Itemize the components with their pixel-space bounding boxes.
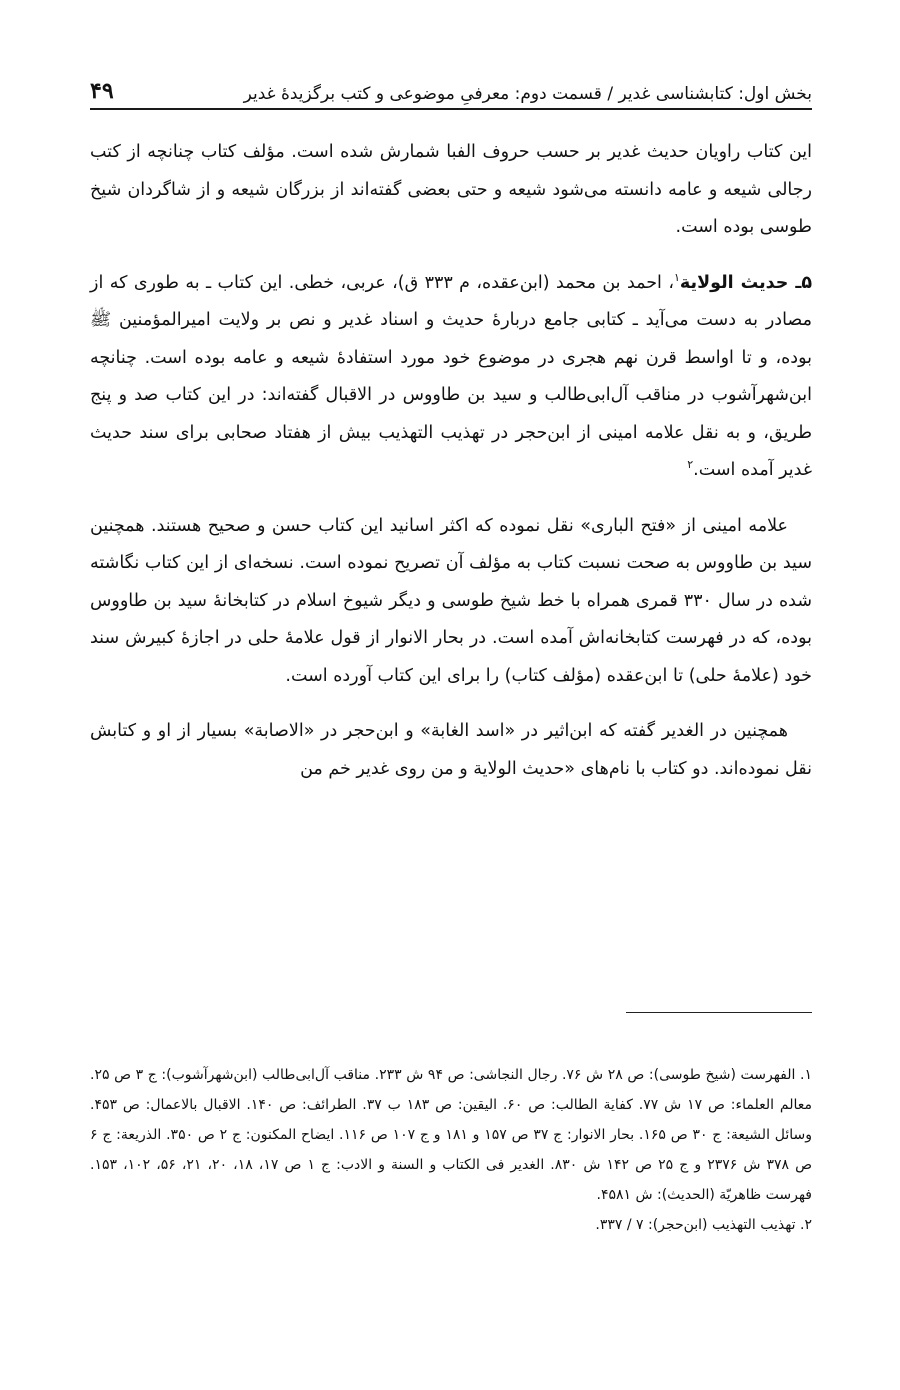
footnote-divider [626, 1012, 812, 1013]
book-page [90, 60, 813, 1233]
footnote-ref-1[interactable]: ۱ [673, 270, 680, 284]
footnote-2: ۲. تهذیب التهذیب (ابن‌حجر): ۷ / ۳۳۷. [595, 1217, 812, 1233]
paragraph-2 [90, 265, 812, 490]
paragraph-4: همچنین در الغدیر گفته که ابن‌اثیر در «اسد الغابة» و ابن‌حجر در «الاصابة» بسیار از او و کتابش نقل نموده‌اند. دو کتاب با نام‌های «حدیث الولایة و من روی غدیر خم من [90, 721, 812, 779]
paragraph-1: این کتاب راویان حدیث غدیر بر حسب حروف الفبا شمارش شده است. مؤلف کتاب چنانچه از کتب رجالی شیعه و عامه دانسته می‌شود شیعه و حتی بعضی گفته‌اند از بزرگان شیعه و از شاگردان شیخ طوسی بوده است. [90, 142, 812, 237]
footnote-ref-2[interactable]: ۲ [687, 458, 694, 472]
page-number: ۴۹ [90, 78, 114, 104]
entry-heading: ۵ـ حدیث الولایة [679, 272, 812, 293]
page-header [90, 60, 812, 110]
paragraph-3: علامه امینی از «فتح الباری» نقل نموده که اکثر اسانید این کتاب حسن و صحیح هستند. همچنین سید بن طاووس به صحت نسبت کتاب به مؤلف آن تصریح نموده است. نسخه‌ای از این کتاب نگاشته شده در سال ۳۳۰ قمری همراه با خط شیخ طوسی و دیگر شیوخ اسلام در کتابخانهٔ سید بن طاووس بوده، که در فهرست کتابخانه‌اش آمده است. در بحار الانوار از قول علامهٔ حلی در اجازهٔ کبیرش سند خود (علامهٔ حلی) تا ابن‌عقده (مؤلف کتاب) را برای این کتاب آورده است. [90, 515, 813, 686]
footnotes [90, 1060, 812, 1240]
footnote-1: ۱. الفهرست (شیخ طوسی): ص ۲۸ ش ۷۶. رجال النجاشی: ص ۹۴ ش ۲۳۳. مناقب آل‌ابی‌طالب (ابن‌شهرآشوب): ج ۳ ص ۲۵. معالم العلماء: ص ۱۷ ش ۷۷. کفایة الطالب: ص ۶۰. الیقین: ص ۱۸۳ ب ۳۷. الطرائف: ص ۱۴۰. الاقبال بالاعمال: ص ۴۵۳. وسائل الشیعة: ج ۳۰ ص ۱۶۵. بحار الانوار: ج ۳۷ ص ۱۵۷ و ۱۸۱ و ج ۱۰۷ ص ۱۱۶. ایضاح المکنون: ج ۲ ص ۳۵۰. الذریعة: ج ۶ ص ۳۷۸ ش ۲۳۷۶ و ج ۲۵ ص ۱۴۲ ش ۸۳۰. الغدیر فی الکتاب و السنة و الادب: ج ۱ ص ۱۷، ۱۸، ۲۰، ۲۱، ۵۶، ۱۰۲، ۱۵۳. فهرست ظاهریّة (الحدیث): ش ۴۵۸۱. [90, 1067, 813, 1203]
entry-text: ، احمد بن محمد (ابن‌عقده، م ۳۳۳ ق)، عربی، خطی. این کتاب ـ به طوری که از مصادر به دست می‌آید ـ کتابی جامع دربارهٔ حدیث و اسناد غدیر و نص بر ولایت امیرالمؤمنین ﷺ بوده، و تا اواسط قرن نهم هجری در موضوع خود مورد استفادهٔ شیعه و عامه بوده است. چنانچه ابن‌شهرآشوب در مناقب آل‌ابی‌طالب و سید بن طاووس در الاقبال گفته‌اند: در این کتاب صد و پنج طریق، و به نقل علامه امینی از ابن‌حجر در تهذیب التهذیب بیش از هفتاد صحابی برای سند حدیث غدیر آمده است. [90, 272, 812, 480]
running-title: بخش اول: کتابشناسی غدیر / قسمت دوم: معرفیِ موضوعی و کتب برگزیدهٔ غدیر [243, 84, 812, 104]
main-text [90, 134, 812, 788]
